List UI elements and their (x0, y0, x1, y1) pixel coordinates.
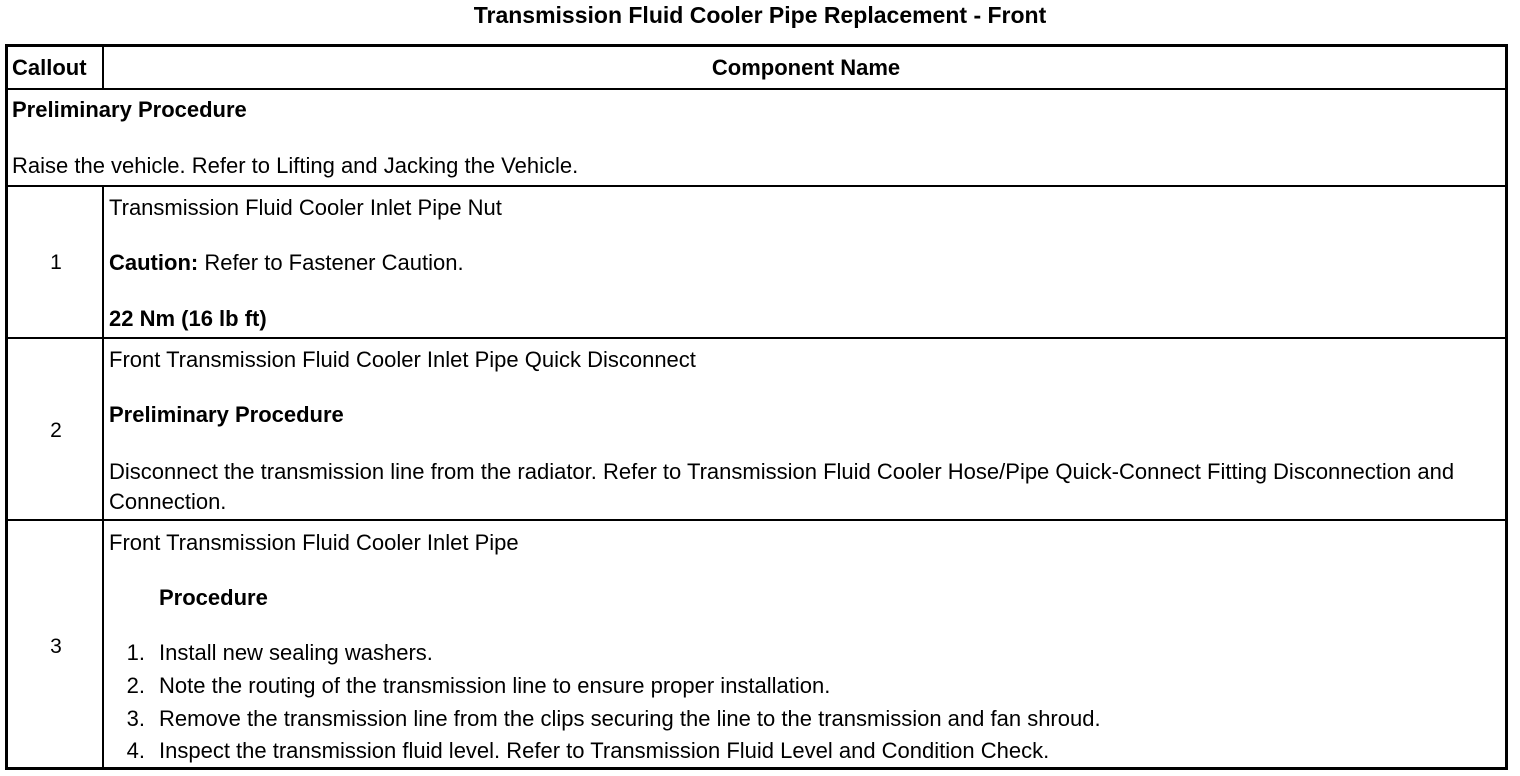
caution-label: Caution: (109, 250, 199, 275)
step-number: 2. (126, 673, 145, 698)
list-item (109, 673, 830, 699)
component-name: Front Transmission Fluid Cooler Inlet Pipe Quick Disconnect (109, 347, 696, 372)
header-callout: Callout (12, 55, 87, 80)
preliminary-text: Raise the vehicle. Refer to Lifting and Jacking the Vehicle. (12, 153, 579, 178)
step-number: 1. (126, 640, 145, 665)
list-item (109, 706, 1101, 732)
preliminary-heading: Preliminary Procedure (12, 97, 247, 122)
callout-number: 3 (50, 635, 62, 658)
callout-number: 1 (50, 251, 62, 274)
row-divider (8, 88, 1505, 90)
step-text: Install new sealing washers. (159, 640, 433, 665)
row-divider (8, 185, 1505, 187)
component-name: Transmission Fluid Cooler Inlet Pipe Nut (109, 195, 502, 220)
step-text: Remove the transmission line from the clips securing the line to the transmission and fan shroud. (159, 706, 1101, 731)
row-divider (8, 519, 1505, 521)
torque-spec: 22 Nm (16 lb ft) (109, 306, 267, 331)
step-text: Note the routing of the transmission line to ensure proper installation. (159, 673, 831, 698)
component-name: Front Transmission Fluid Cooler Inlet Pipe (109, 530, 519, 555)
step-text: Inspect the transmission fluid level. Refer to Transmission Fluid Level and Condition Check. (159, 738, 1050, 763)
sub-heading: Procedure (159, 585, 268, 610)
list-item (109, 738, 1049, 764)
row-divider (8, 337, 1505, 339)
procedure-text: Disconnect the transmission line from the radiator. Refer to Transmission Fluid Cooler Hose/Pipe Quick-Connect Fitting Disconnection and Connection. (109, 459, 1455, 514)
step-number: 4. (126, 738, 145, 763)
list-item (109, 640, 433, 666)
component-table (5, 44, 1508, 770)
sub-heading: Preliminary Procedure (109, 402, 344, 427)
header-component-name: Component Name (711, 55, 901, 80)
callout-number: 2 (50, 419, 62, 442)
caution-line (109, 250, 464, 276)
caution-text: Refer to Fastener Caution. (198, 250, 464, 275)
step-number: 3. (126, 706, 145, 731)
document-title: Transmission Fluid Cooler Pipe Replacement - Front (473, 2, 1047, 28)
column-divider (102, 47, 104, 89)
